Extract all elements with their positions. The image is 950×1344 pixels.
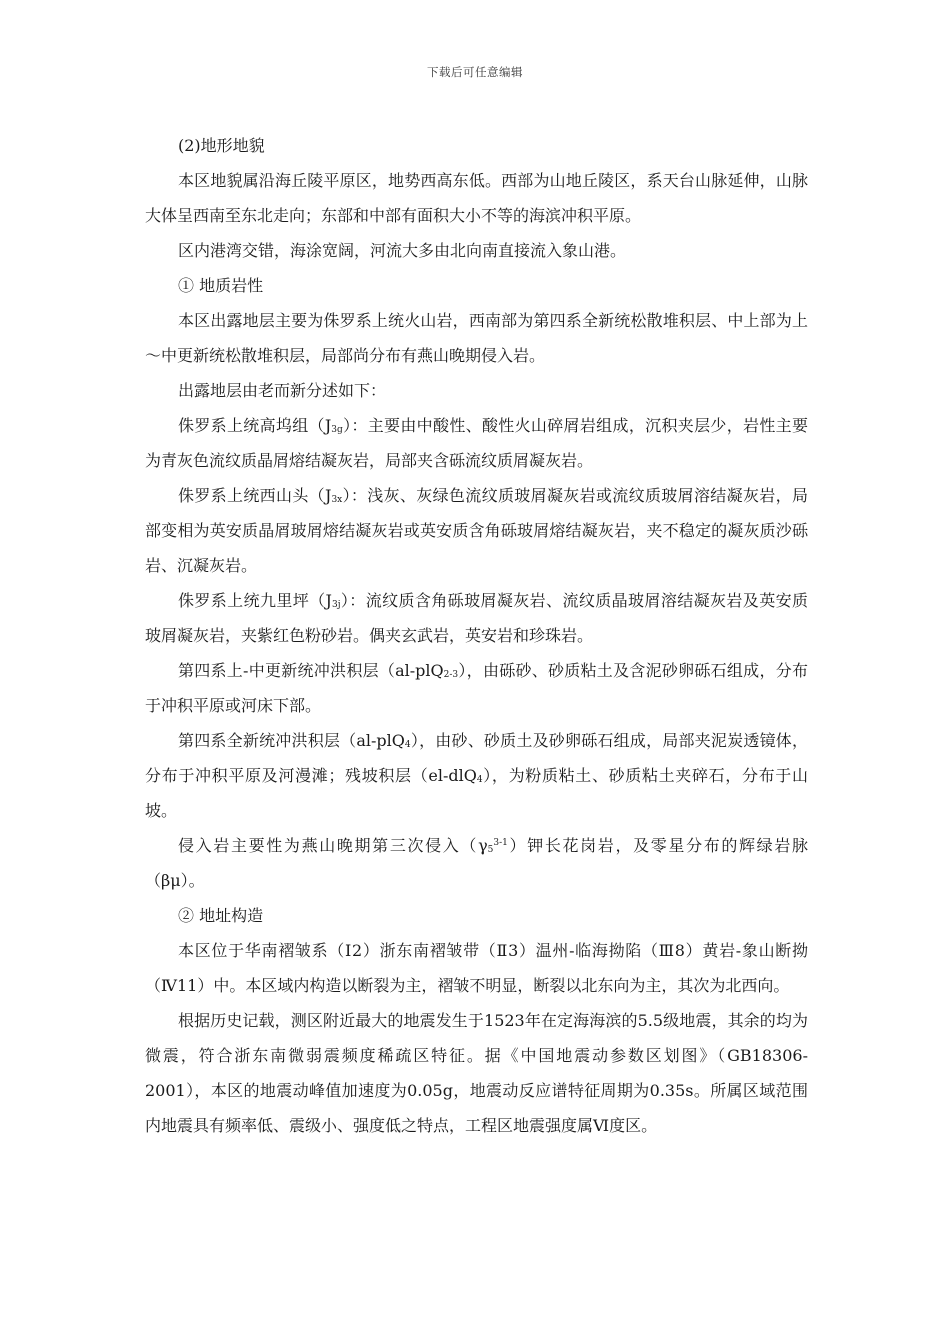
- subscript: 3j: [331, 600, 341, 610]
- text-run: ），为粉质粘土、砂质粘土夹碎石，分布于山坡。: [145, 766, 808, 820]
- paragraph: [145, 583, 808, 653]
- subscript: 2-3: [443, 670, 459, 680]
- text-run: ）：主要由中酸性、酸性火山碎屑岩组成，沉积夹层少，岩性主要为青灰色流纹质晶屑熔结凝灰岩，局部夹含砾流纹质屑凝灰岩。: [145, 416, 808, 470]
- superscript: 3-1: [493, 838, 508, 848]
- page-header: 下载后可任意编辑: [427, 65, 523, 79]
- text-run: ），由砂、砂质土及砂卵砾石组成，局部夹泥炭透镜体，分布于冲积平原及河漫滩；残坡积层（el-dlQ: [145, 731, 808, 785]
- paragraph: 本区地貌属沿海丘陵平原区，地势西高东低。西部为山地丘陵区，系天台山脉延伸，山脉大体呈西南至东北走向；东部和中部有面积大小不等的海滨冲积平原。: [145, 171, 808, 225]
- subscript: 3g: [331, 425, 343, 435]
- paragraph: [145, 828, 808, 898]
- text-run: ）钾长花岗岩，及零星分布的辉绿岩脉（βμ）。: [145, 836, 808, 890]
- section-heading-terrain: (2)地形地貌: [178, 136, 265, 155]
- text-run: 第四系全新统冲洪积层（al-plQ: [178, 731, 405, 750]
- paragraph: [145, 653, 808, 723]
- subscript: 4: [476, 775, 483, 785]
- text-run: 侵入岩主要性为燕山晚期第三次侵入（γ: [178, 836, 488, 855]
- paragraph: 本区位于华南褶皱系（Ⅰ2）浙东南褶皱带（Ⅱ3）温州-临海拗陷（Ⅲ8）黄岩-象山断拗（Ⅳ11）中。本区域内构造以断裂为主，褶皱不明显，断裂以北东向为主，其次为北西向。: [145, 941, 808, 995]
- text-run: 侏罗系上统九里坪（J: [178, 591, 332, 610]
- paragraph: 本区出露地层主要为侏罗系上统火山岩，西南部为第四系全新统松散堆积层、中上部为上～中更新统松散堆积层，局部尚分布有燕山晚期侵入岩。: [145, 311, 808, 365]
- text-run: ）：流纹质含角砾玻屑凝灰岩、流纹质晶玻屑溶结凝灰岩及英安质玻屑凝灰岩，夹紫红色粉砂岩。偶夹玄武岩，英安岩和珍珠岩。: [145, 591, 808, 645]
- paragraph: [145, 408, 808, 478]
- text-run: ），由砾砂、砂质粘土及含泥砂卵砾石组成，分布于冲积平原或河床下部。: [145, 661, 808, 715]
- subscript: 4: [404, 740, 411, 750]
- text-run: 侏罗系上统西山头（J: [178, 486, 332, 505]
- subscript: 3x: [331, 495, 343, 505]
- paragraph: 区内港湾交错，海涂宽阔，河流大多由北向南直接流入象山港。: [178, 241, 627, 260]
- paragraph: 出露地层由老而新分述如下：: [178, 381, 387, 400]
- paragraph: 根据历史记载，测区附近最大的地震发生于1523年在定海海滨的5.5级地震，其余的均为微震，符合浙东南微弱震频度稀疏区特征。据《中国地震动参数区划图》（GB18306-2001），本区的地震动峰值加速度为0.05g，地震动反应谱特征周期为0.35s。所属区域范围内地震具有频率低、震级小、强度低之特点，工程区地震强度属Ⅵ度区。: [145, 1011, 808, 1135]
- paragraph: [145, 723, 808, 828]
- paragraph: [145, 478, 808, 583]
- section-heading-structure: ② 地址构造: [178, 906, 264, 925]
- subscript: 5: [487, 845, 494, 855]
- text-run: 侏罗系上统高坞组（J: [178, 416, 332, 435]
- text-run: ）：浅灰、灰绿色流纹质玻屑凝灰岩或流纹质玻屑溶结凝灰岩，局部变相为英安质晶屑玻屑熔结凝灰岩或英安质含角砾玻屑熔结凝灰岩，夹不稳定的凝灰质沙砾岩、沉凝灰岩。: [145, 486, 808, 575]
- section-heading-lithology: ① 地质岩性: [178, 276, 264, 295]
- text-run: 第四系上-中更新统冲洪积层（al-plQ: [178, 661, 444, 680]
- document-body: [145, 128, 808, 1143]
